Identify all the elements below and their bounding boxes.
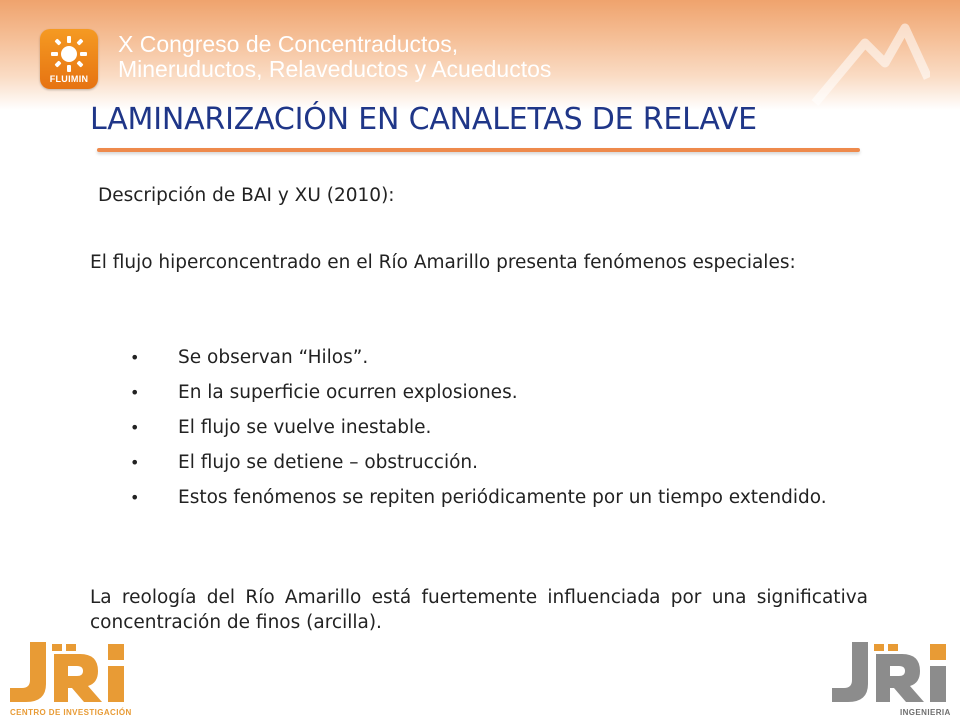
list-item xyxy=(130,415,868,440)
list-item xyxy=(130,345,868,370)
event-title xyxy=(118,32,618,82)
bullet-icon: • xyxy=(130,488,140,507)
phenomena-list xyxy=(130,345,868,520)
source-subheading: Descripción de BAI y XU (2010): xyxy=(98,185,395,206)
event-title-line-1: X Congreso de Concentraductos, xyxy=(118,31,459,57)
event-title-line-2: Mineruductos, Relaveductos y Acueductos xyxy=(118,56,552,82)
title-underline xyxy=(97,148,860,152)
slide-title: LAMINARIZACIÓN EN CANALETAS DE RELAVE xyxy=(90,102,757,137)
list-item-text: En la superficie ocurren explosiones. xyxy=(178,382,518,403)
list-item-text: El flujo se detiene – obstrucción. xyxy=(178,452,479,473)
list-item-text: Estos fenómenos se repiten periódicamente por un tiempo extendido. xyxy=(178,487,827,508)
bullet-icon: • xyxy=(130,453,140,472)
jri-research-logo xyxy=(8,640,138,720)
jri-wordmark-icon xyxy=(830,640,960,706)
jri-wordmark-icon xyxy=(8,640,138,706)
bullet-icon: • xyxy=(130,383,140,402)
list-item xyxy=(130,450,868,475)
mountain-watermark-icon xyxy=(810,18,930,108)
jri-engineering-caption: INGENIERIA xyxy=(900,708,951,717)
conclusion-paragraph: La reología del Río Amarillo está fuertemente influenciada por una significativa concentración de finos (arcilla). xyxy=(90,587,868,633)
bullet-icon: • xyxy=(130,418,140,437)
list-item-text: Se observan “Hilos”. xyxy=(178,347,369,368)
jri-research-caption: CENTRO DE INVESTIGACIÓN xyxy=(10,708,132,717)
fluimin-emblem-icon xyxy=(49,34,89,74)
bullet-icon: • xyxy=(130,348,140,367)
fluimin-logo xyxy=(40,29,98,89)
list-item xyxy=(130,485,868,510)
fluimin-logo-text: FLUIMIN xyxy=(49,74,89,84)
jri-engineering-logo xyxy=(830,640,960,720)
list-item xyxy=(130,380,868,405)
list-item-text: El flujo se vuelve inestable. xyxy=(178,417,432,438)
intro-paragraph: El flujo hiperconcentrado en el Río Amarillo presenta fenómenos especiales: xyxy=(90,252,796,273)
